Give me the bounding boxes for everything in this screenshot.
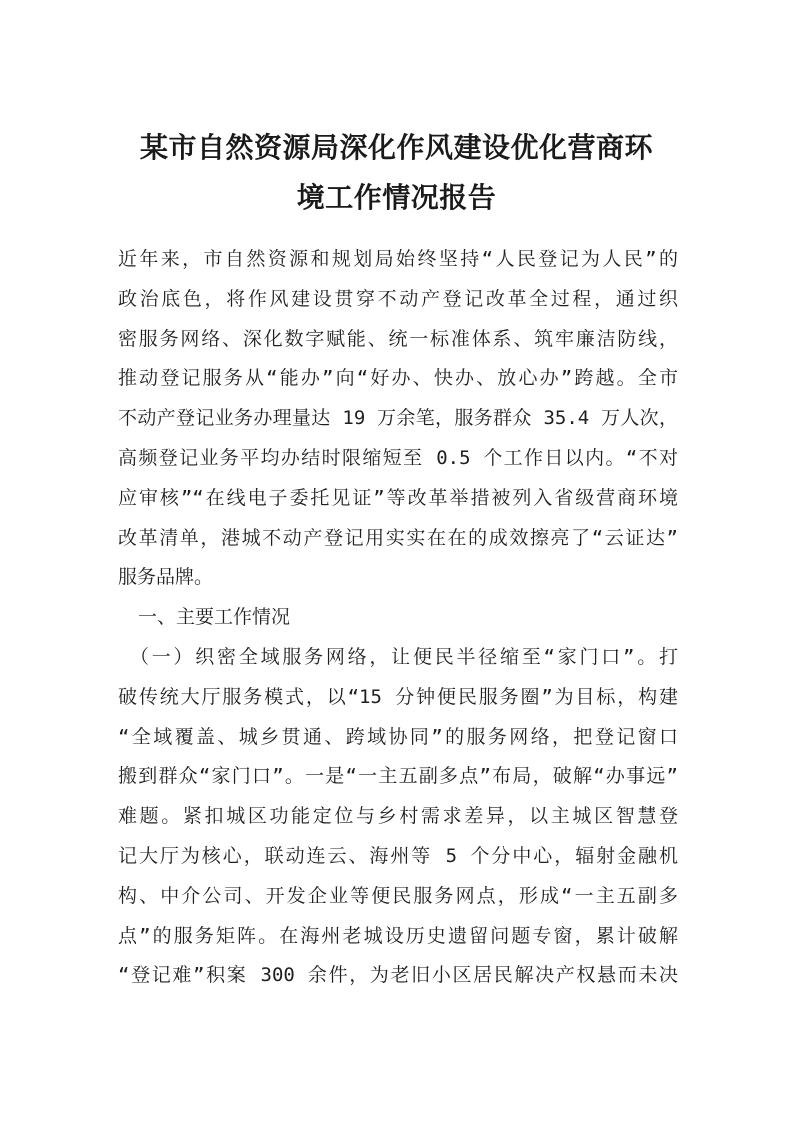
document-body bbox=[118, 240, 678, 996]
intro-line: 改革清单，港城不动产登记用实实在在的成效擦亮了“云证达” bbox=[118, 526, 678, 549]
section-1-line: 构、中介公司、开发企业等便民服务网点，形成“一主五副多 bbox=[118, 884, 678, 907]
section-1-line: “登记难”积案 300 余件，为老旧小区居民解决产权悬而未决 bbox=[118, 964, 678, 987]
intro-line: 政治底色，将作风建设贯穿不动产登记改革全过程，通过织 bbox=[118, 287, 678, 310]
section-1-line: 搬到群众“家门口”。一是“一主五副多点”布局，破解“办事远” bbox=[118, 765, 678, 788]
section-1-paragraph bbox=[118, 638, 678, 996]
intro-line: 近年来，市自然资源和规划局始终坚持“人民登记为人民”的 bbox=[118, 248, 678, 270]
intro-line: 密服务网络、深化数字赋能、统一标准体系、筑牢廉洁防线， bbox=[118, 327, 678, 350]
intro-line: 应审核”“在线电子委托见证”等改革举措被列入省级营商环境 bbox=[118, 486, 678, 509]
section-1-line: 记大厅为核心，联动连云、海州等 5 个分中心，辐射金融机 bbox=[118, 844, 678, 867]
section-1-line: “全域覆盖、城乡贯通、跨域协同”的服务网络，把登记窗口 bbox=[118, 725, 678, 748]
intro-line: 推动登记服务从“能办”向“好办、快办、放心办”跨越。全市 bbox=[118, 367, 678, 390]
section-1-line: 点”的服务矩阵。在海州老城设历史遗留问题专窗，累计破解 bbox=[118, 924, 678, 947]
section-1-line: 难题。紧扣城区功能定位与乡村需求差异，以主城区智慧登 bbox=[118, 805, 678, 828]
document-title-line-1: 某市自然资源局深化作风建设优化营商环 bbox=[139, 131, 653, 164]
intro-line: 服务品牌。 bbox=[118, 566, 214, 589]
intro-line: 高频登记业务平均办结时限缩短至 0.5 个工作日以内。“不对 bbox=[118, 446, 678, 469]
document-title-line-2: 境工作情况报告 bbox=[296, 181, 497, 214]
intro-line: 不动产登记业务办理量达 19 万余笔，服务群众 35.4 万人次， bbox=[118, 407, 678, 430]
intro-paragraph bbox=[118, 240, 678, 598]
section-1-line: 破传统大厅服务模式，以“15 分钟便民服务圈”为目标，构建 bbox=[118, 685, 678, 708]
section-1-line: （一）织密全域服务网络，让便民半径缩至“家门口”。打 bbox=[130, 645, 678, 668]
section-heading: 一、主要工作情况 bbox=[138, 606, 291, 629]
